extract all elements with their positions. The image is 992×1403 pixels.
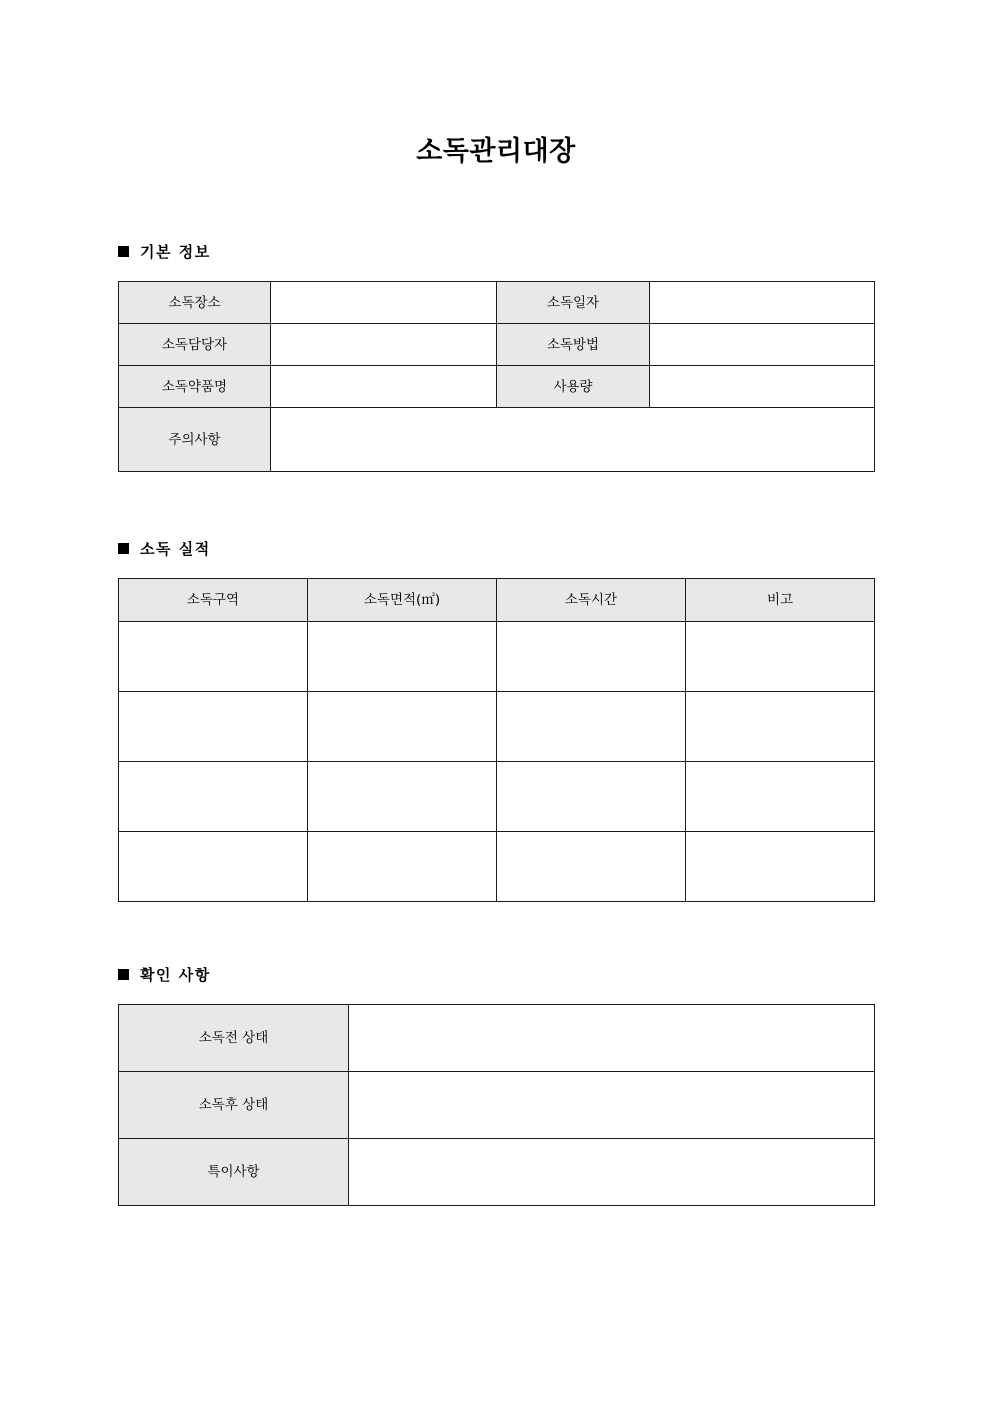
- table-row: [119, 366, 875, 408]
- cell-remarks[interactable]: [686, 692, 875, 762]
- spacer: [0, 472, 992, 538]
- value-cell-precautions[interactable]: [271, 408, 875, 472]
- table-row: [119, 762, 875, 832]
- table-row: [119, 282, 875, 324]
- label-cell-person-in-charge: 소독담당자: [119, 324, 271, 366]
- cell-remarks[interactable]: [686, 832, 875, 902]
- cell-time[interactable]: [497, 832, 686, 902]
- cell-area[interactable]: [119, 832, 308, 902]
- label-cell-disinfection-method: 소독방법: [497, 324, 650, 366]
- cell-remarks[interactable]: [686, 762, 875, 832]
- section-heading-disinfection-records: [0, 538, 992, 559]
- cell-size[interactable]: [308, 622, 497, 692]
- column-header-time: 소독시간: [497, 579, 686, 622]
- table-row: [119, 1072, 875, 1139]
- spacer: [0, 262, 992, 281]
- table-header-row: [119, 579, 875, 622]
- value-cell-disinfection-location[interactable]: [271, 282, 497, 324]
- cell-area[interactable]: [119, 692, 308, 762]
- value-cell-disinfection-method[interactable]: [650, 324, 875, 366]
- filled-square-icon: [118, 246, 129, 257]
- table-row: [119, 408, 875, 472]
- spacer: [0, 559, 992, 578]
- cell-time[interactable]: [497, 622, 686, 692]
- section-heading-basic-info: [0, 241, 992, 262]
- cell-area[interactable]: [119, 622, 308, 692]
- cell-remarks[interactable]: [686, 622, 875, 692]
- table-row: [119, 692, 875, 762]
- column-header-size: 소독면적(㎡): [308, 579, 497, 622]
- label-cell-disinfection-location: 소독장소: [119, 282, 271, 324]
- basic-info-table: [118, 281, 875, 472]
- label-cell-special-notes: 특이사항: [119, 1139, 349, 1206]
- section-heading-label: 기본 정보: [140, 243, 211, 262]
- section-heading-confirmation: [0, 964, 992, 985]
- value-cell-usage-amount[interactable]: [650, 366, 875, 408]
- cell-time[interactable]: [497, 692, 686, 762]
- value-cell-state-after[interactable]: [349, 1072, 875, 1139]
- label-cell-usage-amount: 사용량: [497, 366, 650, 408]
- label-cell-precautions: 주의사항: [119, 408, 271, 472]
- section-heading-label: 확인 사항: [140, 966, 211, 985]
- value-cell-person-in-charge[interactable]: [271, 324, 497, 366]
- spacer: [0, 985, 992, 1004]
- table-row: [119, 832, 875, 902]
- filled-square-icon: [118, 969, 129, 980]
- table-row: [119, 622, 875, 692]
- cell-time[interactable]: [497, 762, 686, 832]
- value-cell-chemical-name[interactable]: [271, 366, 497, 408]
- cell-size[interactable]: [308, 832, 497, 902]
- column-header-remarks: 비고: [686, 579, 875, 622]
- confirmation-table: [118, 1004, 875, 1206]
- cell-size[interactable]: [308, 762, 497, 832]
- table-row: [119, 324, 875, 366]
- value-cell-disinfection-date[interactable]: [650, 282, 875, 324]
- filled-square-icon: [118, 543, 129, 554]
- cell-area[interactable]: [119, 762, 308, 832]
- table-row: [119, 1139, 875, 1206]
- page-title: 소독관리대장: [416, 136, 576, 167]
- label-cell-chemical-name: 소독약품명: [119, 366, 271, 408]
- disinfection-records-table: [118, 578, 875, 902]
- value-cell-state-before[interactable]: [349, 1005, 875, 1072]
- section-disinfection-records: [0, 538, 992, 902]
- section-heading-label: 소독 실적: [140, 540, 211, 559]
- table-row: [119, 1005, 875, 1072]
- spacer: [0, 902, 992, 964]
- section-confirmation: [0, 964, 992, 1206]
- cell-size[interactable]: [308, 692, 497, 762]
- label-cell-state-before: 소독전 상태: [119, 1005, 349, 1072]
- label-cell-disinfection-date: 소독일자: [497, 282, 650, 324]
- spacer: [0, 168, 992, 241]
- value-cell-special-notes[interactable]: [349, 1139, 875, 1206]
- label-cell-state-after: 소독후 상태: [119, 1072, 349, 1139]
- column-header-area: 소독구역: [119, 579, 308, 622]
- section-basic-info: [0, 241, 992, 472]
